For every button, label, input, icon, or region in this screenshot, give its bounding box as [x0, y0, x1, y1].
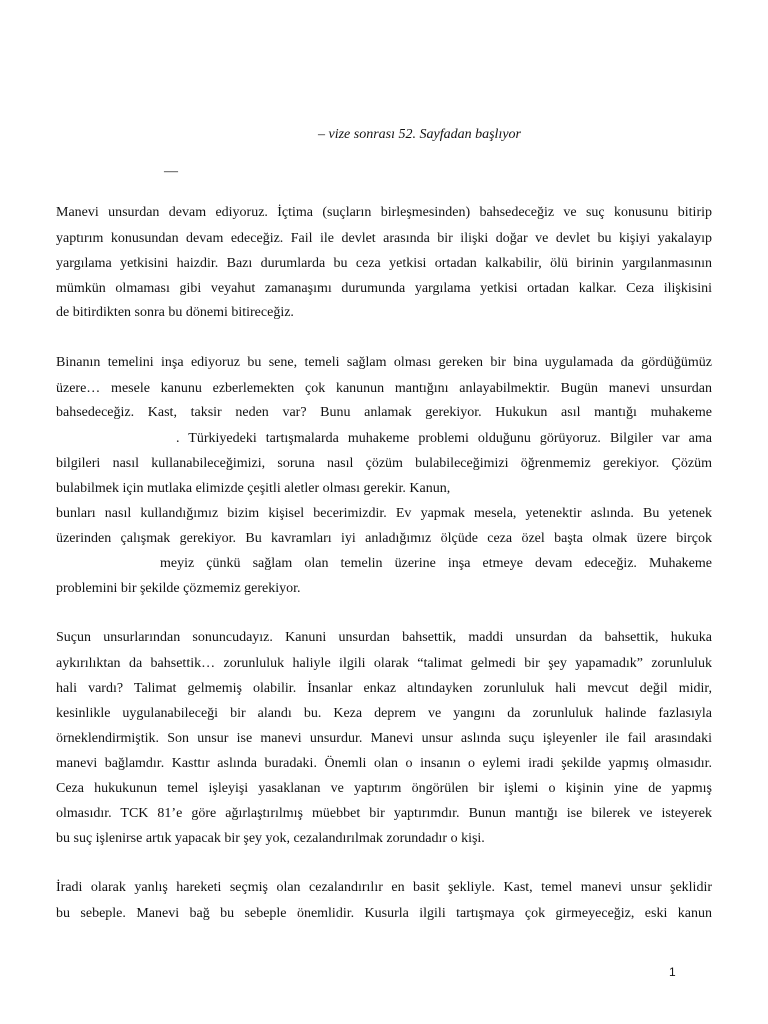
- dash-mark: —: [164, 164, 178, 179]
- text-line: Binanın temelini inşa ediyoruz bu sene, temeli sağlam olması gereken bir bina uygulamada da gördüğümüz: [56, 355, 712, 370]
- text-line: de bitirdikten sonra bu dönemi bitireceğiz.: [56, 305, 294, 320]
- page-heading: – vize sonrası 52. Sayfadan başlıyor: [318, 127, 521, 142]
- text-line: kesinlikle uygulanabileceği bir alandı bu. Keza deprem ve yangını da zorunluluk halinde fazlasıyla: [56, 706, 712, 721]
- text-line: bu suç işlenirse artık yapacak bir şey yok, cezalandırılmak zorundadır o kişi.: [56, 831, 485, 846]
- text-line: mümkün olmaması gibi veyahut zamanaşımı durumunda yargılama yetkisi ortadan kalkar. Ceza ilişkisini: [56, 281, 712, 296]
- text-line: İradi olarak yanlış hareketi seçmiş olan cezalandırılır en basit şekliyle. Kast, temel manevi unsur şeklidir: [56, 880, 712, 895]
- text-line: aykırılıktan da bahsettik… zorunluluk haliyle ilgili olarak “talimat gelmedi bir şey yapamadık” zorunluluk: [56, 656, 712, 671]
- text-line: üzerinden çalışmak gerekiyor. Bu kavramları iyi anladığımız ölçüde ceza özel başta olmak üzere birçok: [56, 531, 712, 546]
- text-line: manevi bağlamdır. Kasttır aslında buradaki. Önemli olan o insanın o eylemi iradi şekilde yapmış olmasıdır.: [56, 756, 712, 771]
- page-number: 1: [669, 965, 676, 979]
- text-line: Ceza hukukunun temel işleyişi yasaklanan ve yaptırım öngörülen bir işlemi o kişinin yine de yapmış: [56, 781, 712, 796]
- text-line: problemini bir şekilde çözmemiz gerekiyor.: [56, 581, 301, 596]
- text-line: Suçun unsurlarından sonuncudayız. Kanuni unsurdan bahsettik, maddi unsurdan da bahsettik, hukuka: [56, 630, 712, 645]
- text-line: Manevi unsurdan devam ediyoruz. İçtima (suçların birleşmesinden) bahsedeceğiz ve suç konusunu bitirip: [56, 205, 712, 220]
- text-line: olmasıdır. TCK 81’e göre ağırlaştırılmış müebbet bir yaptırımdır. Bunun mantığı ise bilerek ve isteyerek: [56, 806, 712, 821]
- text-line: üzere… mesele kanunu ezberlemekten çok kanunun mantığını anlayabilmektir. Bugün manevi unsurdan: [56, 381, 712, 396]
- text-line: . Türkiyedeki tartışmalarda muhakeme problemi olduğunu görüyoruz. Bilgiler var ama: [176, 431, 712, 446]
- text-line: bu sebeple. Manevi bağ bu sebeple önemlidir. Kusurla ilgili tartışmaya çok girmeyeceğiz, eski kanun: [56, 906, 712, 921]
- text-line: örneklendirmiştik. Son unsur ise manevi unsurdur. Manevi unsur aslında suçu işleyenler ile fail arasındaki: [56, 731, 712, 746]
- text-line: bahsedeceğiz. Kast, taksir neden var? Bunu anlamak gerekiyor. Hukukun asıl mantığı muhakeme: [56, 405, 712, 420]
- text-line: bilgileri nasıl kullanabileceğimizi, soruna nasıl çözüm bulabileceğimizi öğrenmemiz gerekiyor. Çözüm: [56, 456, 712, 471]
- text-line: yargılama yetkisini haizdir. Bazı durumlarda bu ceza yetkisi ortadan kalkabilir, ölü birinin yargılanmasının: [56, 256, 712, 271]
- text-line: bulabilmek için mutlaka elimizde çeşitli aletler olması gerekir. Kanun,: [56, 481, 451, 496]
- text-line: hali vardı? Talimat gelmemiş olabilir. İnsanlar enkaz altındayken zorunluluk hali mevcut değil midir,: [56, 681, 712, 696]
- text-line: bunları nasıl kullandığımız bizim kişisel becerimizdir. Ev yapmak mesela, yetenektir aslında. Bu yetenek: [56, 506, 712, 521]
- text-line: yaptırım konusundan devam edeceğiz. Fail ile devlet arasında bir ilişki doğar ve devlet bu kişiyi yakalayıp: [56, 231, 712, 246]
- text-line: meyiz çünkü sağlam olan temelin üzerine inşa etmeye devam edeceğiz. Muhakeme: [160, 556, 712, 571]
